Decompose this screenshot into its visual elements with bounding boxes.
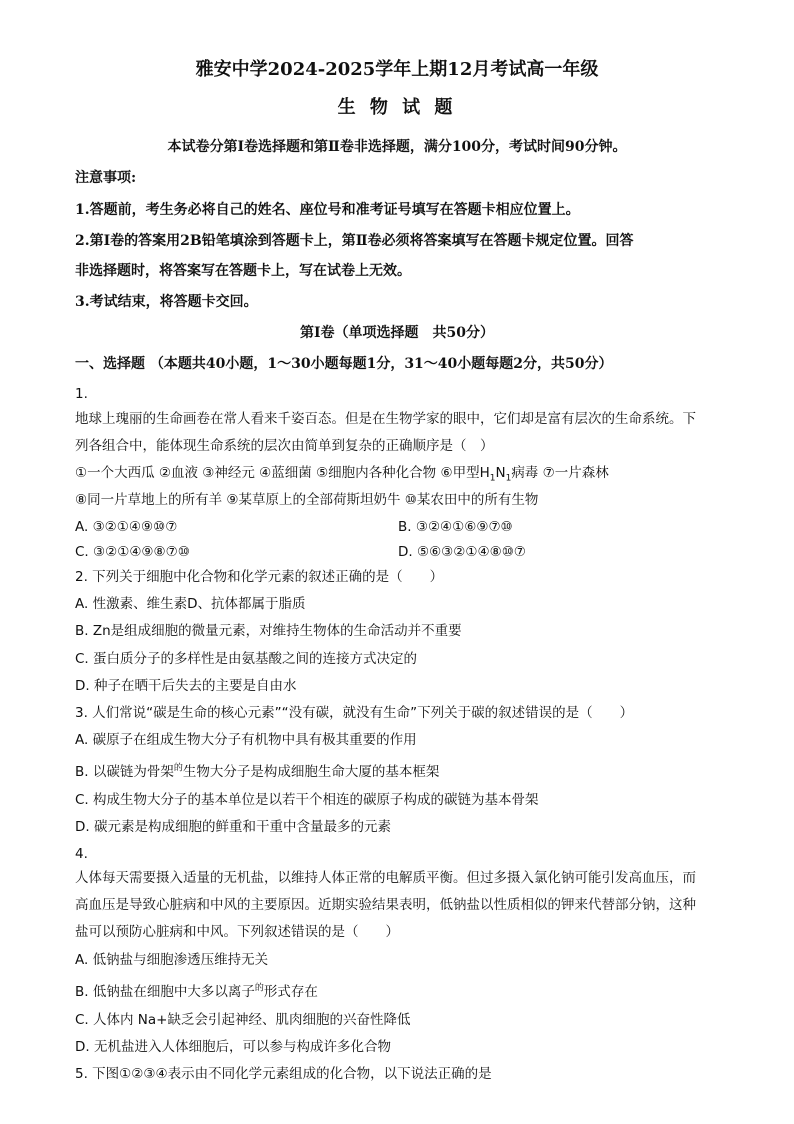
subject-title: 生 物 试 题 <box>337 97 457 118</box>
q4-line1: 人体每天需要摄入适量的无机盐，以维持人体正常的电解质平衡。但过多摄入氯化钠可能引发高血压，而 <box>75 870 696 886</box>
q1-line4: ⑧同一片草地上的所有羊 ⑨某草原上的全部荷斯坦奶牛 ⑩某农田中的所有生物 <box>75 492 539 508</box>
note-2-line2: 非选择题时，将答案写在答题卡上，写在试卷上无效。 <box>75 263 411 279</box>
part-heading: 一、选择题 （本题共40小题，1～30小题每题1分，31～40小题每题2分，共50分） <box>75 356 613 372</box>
exam-intro: 本试卷分第Ⅰ卷选择题和第Ⅱ卷非选择题，满分100分，考试时间90分钟。 <box>167 139 627 155</box>
q4-option-c: C. 人体内 Na+缺乏会引起神经、肌肉细胞的兴奋性降低 <box>75 1012 411 1028</box>
q4-option-b-part1: B. 低钠盐在细胞中大多以离子 <box>75 984 255 1000</box>
q1-sub1: 1 <box>489 473 496 484</box>
exam-title: 雅安中学2024-2025学年上期12月考试高一年级 <box>195 59 599 80</box>
q3-stem: 3. 人们常说“碳是生命的核心元素”“没有碳，就没有生命”下列关于碳的叙述错误的是（ ） <box>75 705 634 721</box>
q2-option-d: D. 种子在晒干后失去的主要是自由水 <box>75 678 297 694</box>
q4-option-d: D. 无机盐进入人体细胞后，可以参与构成许多化合物 <box>75 1039 391 1055</box>
q1-line1: 地球上瑰丽的生命画卷在常人看来千姿百态。但是在生物学家的眼中，它们却是富有层次的生命系统。下 <box>75 411 696 427</box>
q3-option-c: C. 构成生物大分子的基本单位是以若干个相连的碳原子构成的碳链为基本骨架 <box>75 792 539 808</box>
q4-option-b <box>75 983 318 1001</box>
notes-heading: 注意事项: <box>75 170 137 186</box>
q3-option-d: D. 碳元素是构成细胞的鲜重和干重中含量最多的元素 <box>75 819 391 835</box>
q1-line3 <box>75 464 609 482</box>
q4-line3: 盐可以预防心脏病和中风。下列叙述错误的是（ ） <box>75 924 399 940</box>
note-3: 3.考试结束，将答题卡交回。 <box>75 294 258 310</box>
q2-option-b: B. Zn是组成细胞的微量元素，对维持生物体的生命活动并不重要 <box>75 623 462 639</box>
q2-option-a: A. 性激素、维生素D、抗体都属于脂质 <box>75 596 306 612</box>
q1-option-b: B. ③②④①⑥⑨⑦⑩ <box>398 519 513 535</box>
q1-line3-part2: N <box>495 465 506 481</box>
q4-option-b-part2: 形式存在 <box>263 984 318 1000</box>
q1-sub2: 1 <box>505 473 512 484</box>
q3-option-b-part2: 生物大分子是构成细胞生命大厦的基本框架 <box>182 764 440 780</box>
q1-option-c: C. ③②①④⑨⑧⑦⑩ <box>75 544 190 560</box>
q2-stem: 2. 下列关于细胞中化合物和化学元素的叙述正确的是（ ） <box>75 569 444 585</box>
q4-option-a: A. 低钠盐与细胞渗透压维持无关 <box>75 952 269 968</box>
q1-option-d: D. ⑤⑥③②①④⑧⑩⑦ <box>398 544 526 560</box>
note-2-line1: 2.第Ⅰ卷的答案用2B铅笔填涂到答题卡上，第Ⅱ卷必须将答案填写在答题卡规定位置。回答 <box>75 233 634 249</box>
section-title: 第Ⅰ卷（单项选择题 共50分） <box>299 325 495 341</box>
note-1: 1.答题前，考生务必将自己的姓名、座位号和准考证号填写在答题卡相应位置上。 <box>75 202 580 218</box>
q5-stem: 5. 下图①②③④表示由不同化学元素组成的化合物，以下说法正确的是 <box>75 1066 492 1082</box>
q1-line2: 列各组合中，能体现生命系统的层次由简单到复杂的正确顺序是（ ） <box>75 438 494 454</box>
q1-option-a: A. ③②①④⑨⑩⑦ <box>75 519 178 535</box>
q4-line2: 高血压是导致心脏病和中风的主要原因。近期实验结果表明，低钠盐以性质相似的钾来代替部分钠，这种 <box>75 897 696 913</box>
q4-number: 4. <box>75 846 88 862</box>
q1-line3-part1: ①一个大西瓜 ②血液 ③神经元 ④蓝细菌 ⑤细胞内各种化合物 ⑥甲型H <box>75 465 490 481</box>
q4-option-b-mark: 的 <box>254 983 264 994</box>
q3-option-b <box>75 763 439 781</box>
q3-option-b-mark: 的 <box>173 763 183 774</box>
q1-line3-part3: 病毒 ⑦一片森林 <box>511 465 609 481</box>
q3-option-a: A. 碳原子在组成生物大分子有机物中具有极其重要的作用 <box>75 732 417 748</box>
q1-number: 1. <box>75 386 88 402</box>
q3-option-b-part1: B. 以碳链为骨架 <box>75 764 174 780</box>
q2-option-c: C. 蛋白质分子的多样性是由氨基酸之间的连接方式决定的 <box>75 651 418 667</box>
